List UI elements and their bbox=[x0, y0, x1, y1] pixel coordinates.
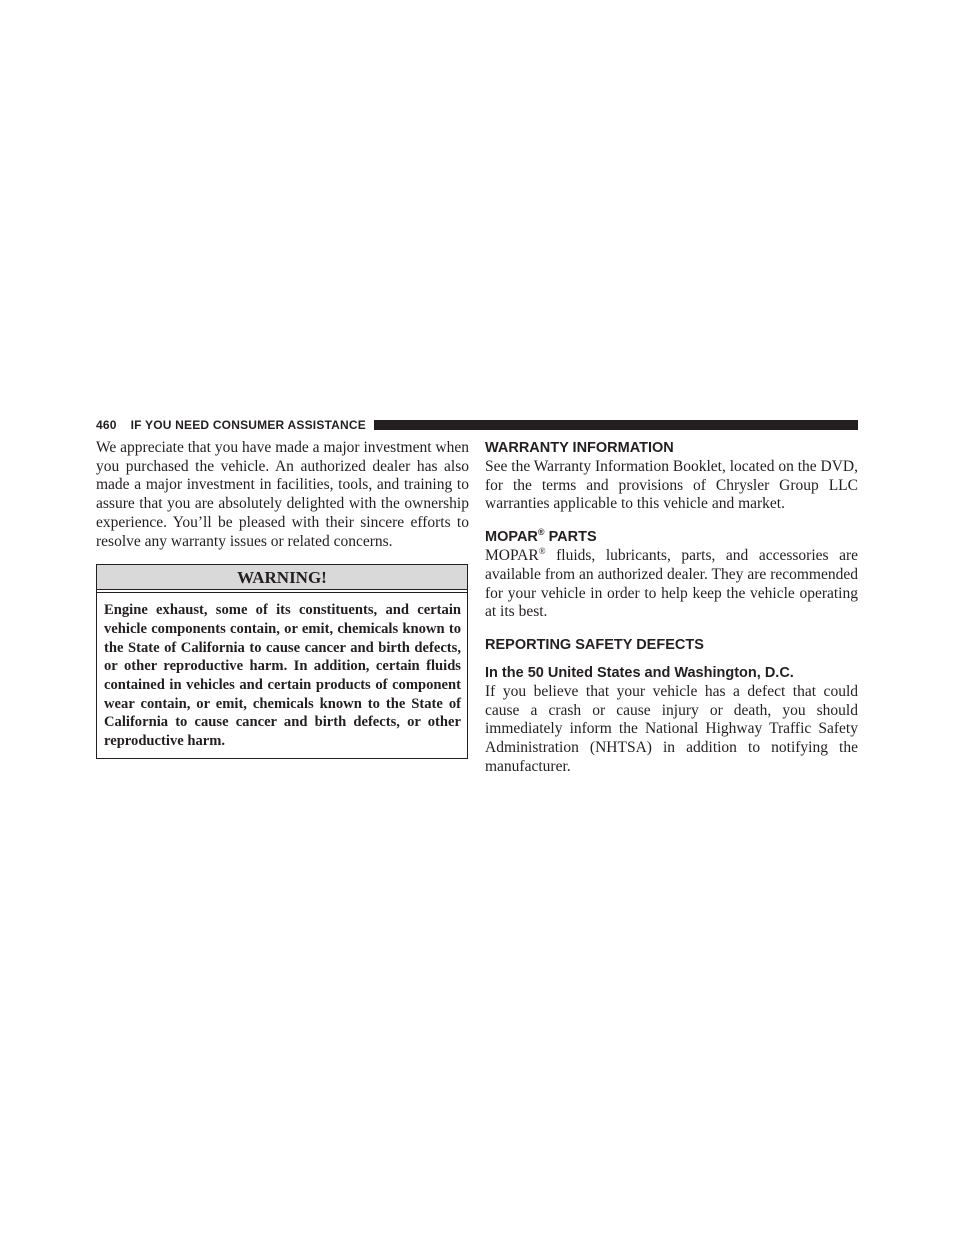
page-header bbox=[96, 417, 858, 433]
mopar-heading-brand: MOPAR bbox=[485, 529, 538, 546]
mopar-heading-suffix: PARTS bbox=[544, 529, 597, 546]
right-column bbox=[485, 439, 858, 776]
mopar-text-body: fluids, lubricants, parts, and accessories are available from an authorized dealer. They are recommended for your vehicle in order to help keep the vehicle operating at its best. bbox=[485, 547, 858, 621]
warning-title: WARNING! bbox=[97, 565, 467, 590]
mopar-paragraph bbox=[485, 547, 858, 622]
us-paragraph: If you believe that your vehicle has a defect that could cause a crash or cause injury or death, you should immediately inform the National Highway Traffic Safety Administration (NHTSA) in addition to notifying the manufacturer. bbox=[485, 682, 858, 775]
mopar-text-brand: MOPAR bbox=[485, 547, 539, 565]
left-column bbox=[96, 439, 469, 759]
warranty-heading: WARRANTY INFORMATION bbox=[485, 440, 674, 456]
warning-box bbox=[96, 564, 468, 759]
us-subheading: In the 50 United States and Washington, D.C. bbox=[485, 664, 794, 681]
mopar-heading bbox=[485, 528, 858, 546]
intro-paragraph: We appreciate that you have made a major investment when you purchased the vehicle. An authorized dealer has also made a major investment in facilities, tools, and training to assure that you are absolutely delighted with the ownership experience. You’ll be pleased with their sincere efforts to resolve any warranty issues or related concerns. bbox=[96, 439, 469, 550]
header-rule-bar bbox=[374, 420, 858, 430]
registered-mark: ® bbox=[538, 545, 546, 556]
safety-defects-heading: REPORTING SAFETY DEFECTS bbox=[485, 636, 704, 653]
section-title: IF YOU NEED CONSUMER ASSISTANCE bbox=[130, 418, 366, 432]
registered-mark: ® bbox=[537, 527, 545, 538]
warning-body: Engine exhaust, some of its constituents, and certain vehicle components contain, or emit, chemicals known to the State of California to cause cancer and birth defects, or other reproductive harm. In addition, certain fluids contained in vehicles and certain products of component wear contain, or emit, chemicals known to the State of California to cause cancer and birth defects, or other reproductive harm. bbox=[104, 602, 461, 750]
warranty-paragraph: See the Warranty Information Booklet, located on the DVD, for the terms and provisions of Chrysler Group LLC warranties applicable to this vehicle and market. bbox=[485, 458, 858, 513]
page-number: 460 bbox=[96, 418, 117, 432]
